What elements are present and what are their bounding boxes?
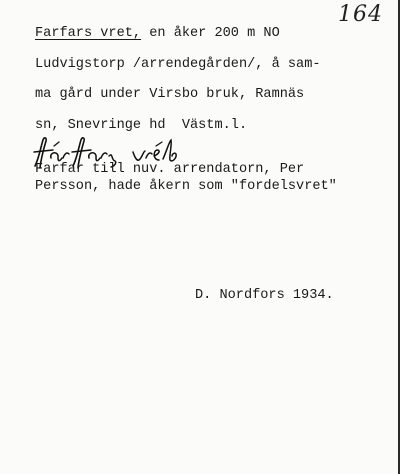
entry-line-1-text: en åker 200 m NO <box>141 26 280 41</box>
entry-line-2: Ludvigstorp /arrendegården/, å sam- <box>35 57 321 72</box>
entry-line-1 <box>35 27 280 41</box>
entry-line-4: sn, Snevringe hd Västm.l. <box>35 118 248 133</box>
card-number: 164 <box>338 2 383 27</box>
signature-date: D. Nordfors 1934. <box>195 288 334 303</box>
entry-line-6: Persson, hade åkern som "fordelsvret" <box>35 179 337 194</box>
entry-line-5: Farfar till nuv. arrendatorn, Per <box>35 162 305 177</box>
entry-line-3: ma gård under Virsbo bruk, Ramnäs <box>35 87 305 102</box>
headword: Farfars vret, <box>35 26 142 41</box>
